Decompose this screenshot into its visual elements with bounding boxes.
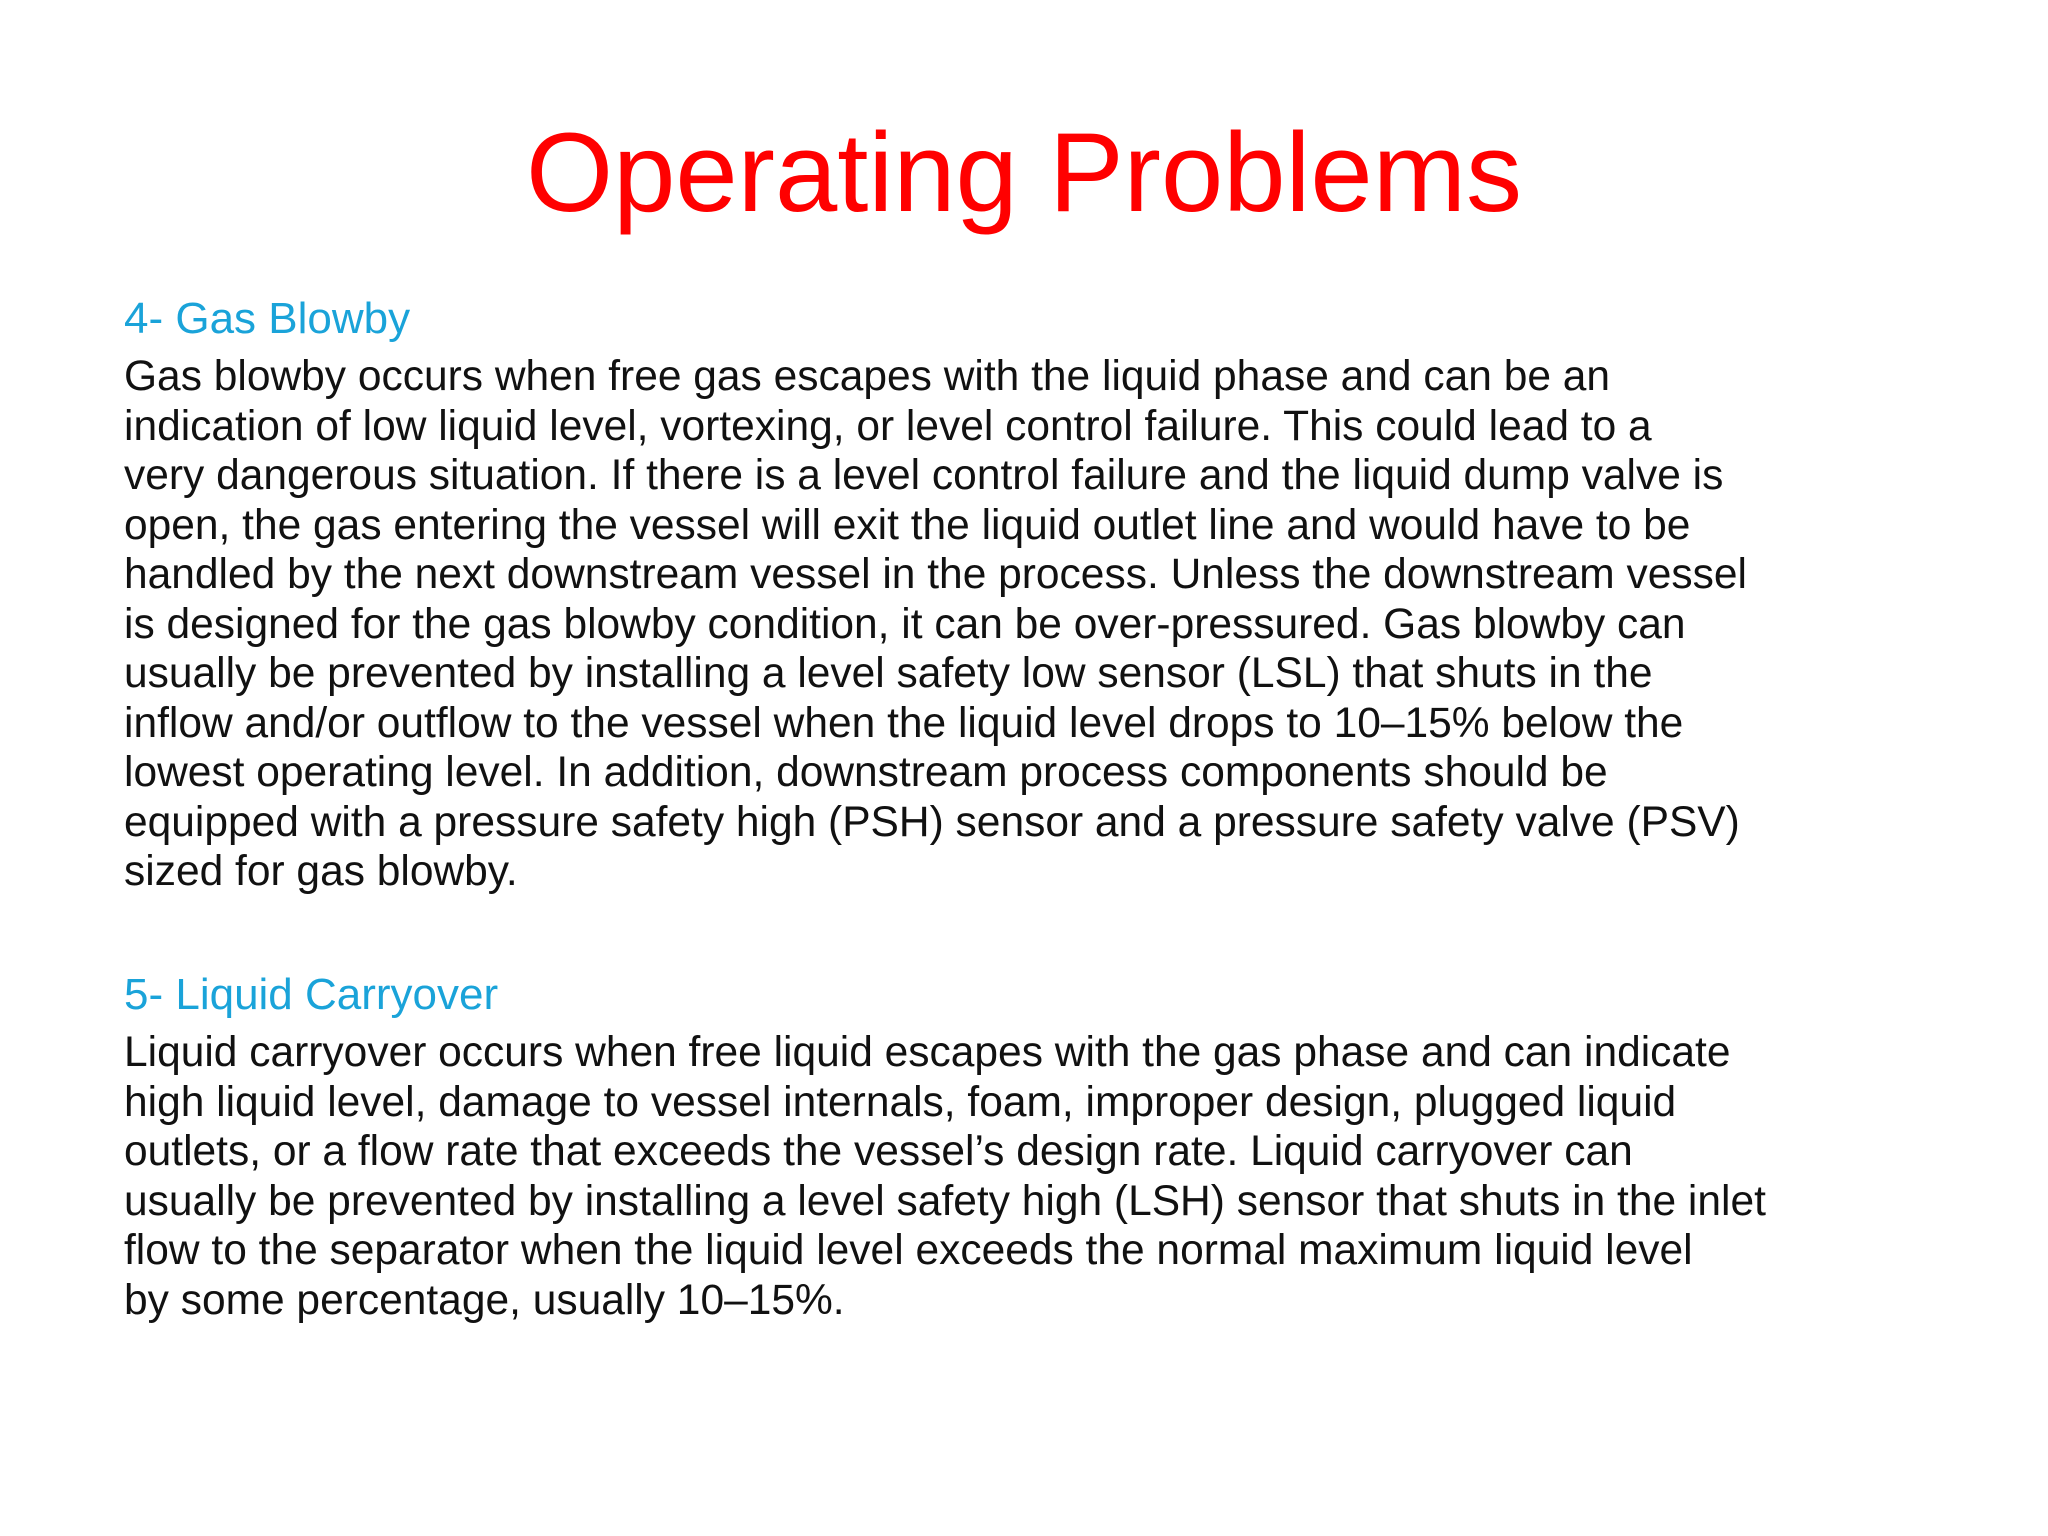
- section-liquid-carryover: [124, 966, 1984, 1325]
- section-heading: 5- Liquid Carryover: [124, 970, 499, 1019]
- section-body: Gas blowby occurs when free gas escapes with the liquid phase and can be an indication of low liquid level, vortexing, or level control failure. This could lead to a very dangerous situation. If there is a level control failure and the liquid dump valve is open, the gas entering the vessel will exit the liquid outlet line and would have to be handled by the next downstream vessel in the process. Unless the downstream vessel is designed for the gas blowby condition, it can be over-pressured. Gas blowby can usually be prevented by installing a level safety low sensor (LSL) that shuts in the inflow and/or outflow to the vessel when the liquid level drops to 10–15% below the lowest operating level. In addition, downstream process components should be equipped with a pressure safety high (PSH) sensor and a pressure safety valve (PSV) sized for gas blowby.: [124, 353, 1747, 895]
- section-heading: 4- Gas Blowby: [124, 294, 411, 343]
- slide-title: Operating Problems: [525, 110, 1523, 235]
- section-body: Liquid carryover occurs when free liquid escapes with the gas phase and can indicate high liquid level, damage to vessel internals, foam, improper design, plugged liquid outlets, or a flow rate that exceeds the vessel’s design rate. Liquid carryover can usually be prevented by installing a level safety high (LSH) sensor that shuts in the inlet flow to the separator when the liquid level exceeds the normal maximum liquid level by some percentage, usually 10–15%.: [124, 1029, 1766, 1324]
- section-gas-blowby: [124, 290, 1984, 897]
